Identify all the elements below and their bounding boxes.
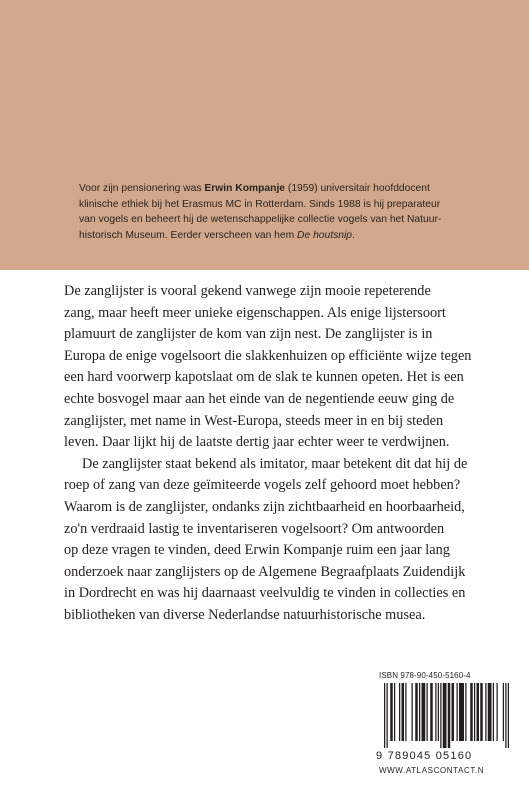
author-bio-line: van vogels en beheert hij de wetenschappelijke collectie vogels van het Natuur- <box>79 214 442 226</box>
barcode-bar <box>415 683 418 741</box>
author-bio <box>79 181 519 243</box>
barcode-bar <box>488 683 492 741</box>
blurb-line: De zanglijster is vooral gekend vanwege zijn mooie repeterende <box>64 283 431 299</box>
blurb-line: in Dordrecht en was hij daarnaast veelvuldig te vinden in collecties en <box>64 585 466 602</box>
barcode-bar <box>412 683 413 741</box>
barcode-bar <box>457 683 458 741</box>
barcode-bar <box>452 683 455 741</box>
barcode-digits: 9 789045 05160 <box>376 750 473 762</box>
barcode-bar <box>430 683 433 741</box>
blurb-line: onderzoek naar zanglijsters op de Algemene Begraafplaats Zuidendijk <box>64 563 466 580</box>
blurb-paragraph-1 <box>64 281 524 454</box>
barcode-bar <box>405 683 406 741</box>
barcode-bar <box>470 683 473 741</box>
barcode-bar <box>493 683 494 741</box>
barcode-bar <box>427 683 428 741</box>
barcode-bar <box>503 683 504 741</box>
barcode-bar <box>477 683 480 741</box>
barcode-bar <box>459 683 464 741</box>
barcode-bar <box>508 683 509 748</box>
barcode-bar <box>435 683 436 741</box>
blurb-line: bibliotheken van diverse Nederlandse natuurhistorische musea. <box>64 606 426 623</box>
blurb-line: De zanglijster staat bekend als imitator, maar betekent dit dat hij de <box>82 455 468 472</box>
publisher-website: WWW.ATLASCONTACT.N <box>379 766 485 775</box>
barcode-bar <box>465 683 466 741</box>
barcode-bar <box>394 683 395 741</box>
barcode-bar <box>474 683 475 741</box>
barcode-bar <box>448 683 451 748</box>
blurb-line: leven. Daar lijkt hij de laatste dertig jaar echter weer te verdwijnen. <box>64 434 450 451</box>
barcode-bar <box>387 683 388 748</box>
isbn-label: ISBN 978-90-450-5160-4 <box>379 671 471 680</box>
barcode-bar <box>440 683 441 748</box>
barcode-bar <box>480 683 483 741</box>
author-bio-line: historisch Museum. Eerder verscheen van hem De houtsnip. <box>79 229 355 241</box>
barcode-bar <box>399 683 400 741</box>
barcode-bar <box>505 683 506 748</box>
blurb-line: Europa de enige vogelsoort die slakkenhuizen op efficiënte wijze tegen <box>64 347 472 364</box>
barcode-bar <box>497 683 498 741</box>
blurb-paragraph-2 <box>64 454 524 627</box>
author-bio-line: Voor zijn pensionering was Erwin Kompanje (1959) universitair hoofddocent <box>79 183 430 194</box>
blurb-line: een hard voorwerp kapotslaat om de slak te kunnen opeten. Het is een <box>64 369 464 386</box>
blurb-line: op deze vragen te vinden, deed Erwin Kompanje ruim een jaar lang <box>64 542 450 559</box>
barcode-bar <box>443 683 447 748</box>
blurb-line: zo'n verdraaid lastig te inventariseren vogelsoort? Om antwoorden <box>64 520 445 537</box>
previous-book-title: De houtsnip <box>297 229 353 241</box>
author-name: Erwin Kompanje <box>204 183 286 194</box>
blurb-line: zanglijster, met name in West-Europa, steeds meer in en bij steden <box>64 412 444 429</box>
blurb <box>64 281 524 627</box>
blurb-line: Waarom is de zanglijster, ondanks zijn zichtbaarheid en hoorbaarheid, <box>64 498 465 515</box>
blurb-line: roep of zang van deze geïmiteerde vogels zelf gehoord moet hebben? <box>64 477 461 494</box>
blurb-line: zang, maar heeft meer unieke eigenschappen. Als enige lijstersoort <box>64 304 446 321</box>
barcode-bar <box>438 683 439 741</box>
blurb-line: plamuurt de zanglijster de kom van zijn nest. De zanglijster is in <box>64 326 433 343</box>
author-bio-line: klinische ethiek bij het Erasmus MC in Rotterdam. Sinds 1988 is hij preparateur <box>79 198 441 210</box>
barcode-bar <box>485 683 486 741</box>
barcode-bar <box>390 683 393 741</box>
barcode-bar <box>384 683 385 748</box>
barcode <box>383 683 529 748</box>
barcode-bar <box>422 683 426 741</box>
blurb-line: echte bosvogel maar aan het einde van de negentiende eeuw ging de <box>64 390 455 407</box>
barcode-bar <box>402 683 405 741</box>
barcode-bar <box>419 683 420 741</box>
